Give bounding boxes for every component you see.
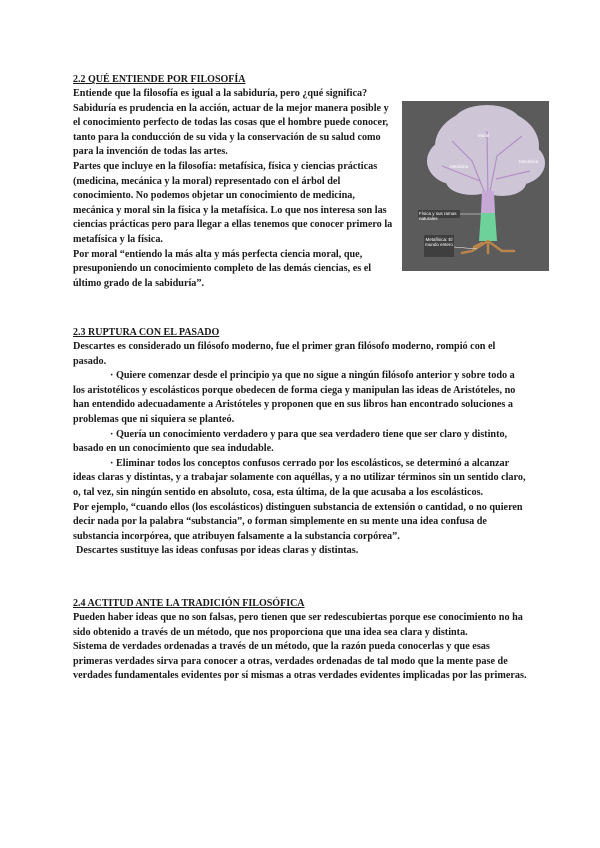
section-heading: 2.4 ACTITUD ANTE LA TRADICIÓN FILOSÓFICA xyxy=(73,598,305,609)
section-heading: 2.3 RUPTURA CON EL PASADO xyxy=(73,327,220,338)
paragraph: Descartes sustituye las ideas confusas por ideas claras y distintas. xyxy=(76,545,359,557)
paragraph: Por ejemplo, “cuando ellos (los escolásticos) distinguen substancia de extensión o cantidad, o no quieren decir nada por la palabra “substancia”, o forman simplemente en su mente una idea confusa de substancia incorpórea, que atribuyen falsamente a la substancia corpórea”. xyxy=(73,501,523,542)
paragraph: Entiende que la filosofía es igual a la sabiduría, pero ¿qué significa? xyxy=(73,88,368,99)
section-tradition xyxy=(73,597,528,684)
label-medicina: Medicina xyxy=(450,164,469,169)
bullet-item: · Quería un conocimiento verdadero y para que sea verdadero tiene que ser claro y distinto, basado en un conocimiento que sea indudable. xyxy=(73,428,508,455)
section-rupture xyxy=(73,326,528,559)
label-fisica: Física y sus ramas naturales xyxy=(419,211,457,221)
section-philosophy xyxy=(73,73,395,291)
bullet-item: · Quiere comenzar desde el principio ya que no sigue a ningún filósofo anterior y sobre todo a los aristotélicos y escolásticos porque obedecen de forma ciega y manipulan las ideas de Aristóteles, no han entendido adecuadamente a Aristóteles y proponen que en sus libros han encontrado soluciones a problemas que ni siquiera se planteó. xyxy=(73,370,516,425)
tree-of-knowledge-image xyxy=(402,101,549,271)
paragraph: Partes que incluye en la filosofía: metafísica, física y ciencias prácticas (medicina, mecánica y la moral) representado con el árbol del conocimiento. No podemos objetar un conocimiento de medicina, mecánica y moral sin la física y la metafísica. Lo que nos interesa son las ciencias prácticas pero para llegar a ellas tenemos que conocer primero la metafísica y la física. xyxy=(73,160,393,245)
paragraph: Descartes es considerado un filósofo moderno, fue el primer gran filósofo moderno, rompió con el pasado. xyxy=(73,341,496,367)
label-metafisica: Metafísica: El mundo entero xyxy=(425,237,453,247)
section-heading: 2.2 QUÉ ENTIENDE POR FILOSOFÍA xyxy=(73,74,246,85)
bullet-item: · Eliminar todos los conceptos confusos cerrado por los escolásticos, se determinó a alcanzar ideas claras y distintas, y a trabajar solamente con aquéllas, y a no utilizar términos sin un sentido claro, o, tal vez, sin ningún sentido en absoluto, cosa, esta última, de la que acusaba a los escolásticos. xyxy=(73,457,526,498)
tree-trunk xyxy=(481,191,495,213)
paragraph: Sistema de verdades ordenadas a través de un método, que la razón pueda conocerlas y que esas primeras verdades sirva para conocer a otras, verdades ordenadas de tal modo que la mente pase de verdades fundamentales evidentes por sí mismas a otras verdades evidentes implicadas por las primeras. xyxy=(73,641,527,682)
label-moral: Moral xyxy=(478,133,490,138)
label-mecanica: Mecánica xyxy=(519,159,539,164)
tree-lower-trunk xyxy=(479,213,497,241)
paragraph: Pueden haber ideas que no son falsas, pero tienen que ser redescubiertas porque ese conocimiento no ha sido obtenido a través de un método, que nos proporciona que una idea sea clara y distinta. xyxy=(73,612,523,638)
paragraph: Sabiduría es prudencia en la acción, actuar de la mejor manera posible y el conocimiento perfecto de todas las cosas que el hombre puede conocer, tanto para la conducción de su vida y la conservación de su salud como para la invención de todas las artes. xyxy=(73,102,389,158)
paragraph: Por moral “entiendo la más alta y más perfecta ciencia moral, que, presuponiendo un conocimiento completo de las demás ciencias, es el último grado de la sabiduría”. xyxy=(73,248,372,289)
